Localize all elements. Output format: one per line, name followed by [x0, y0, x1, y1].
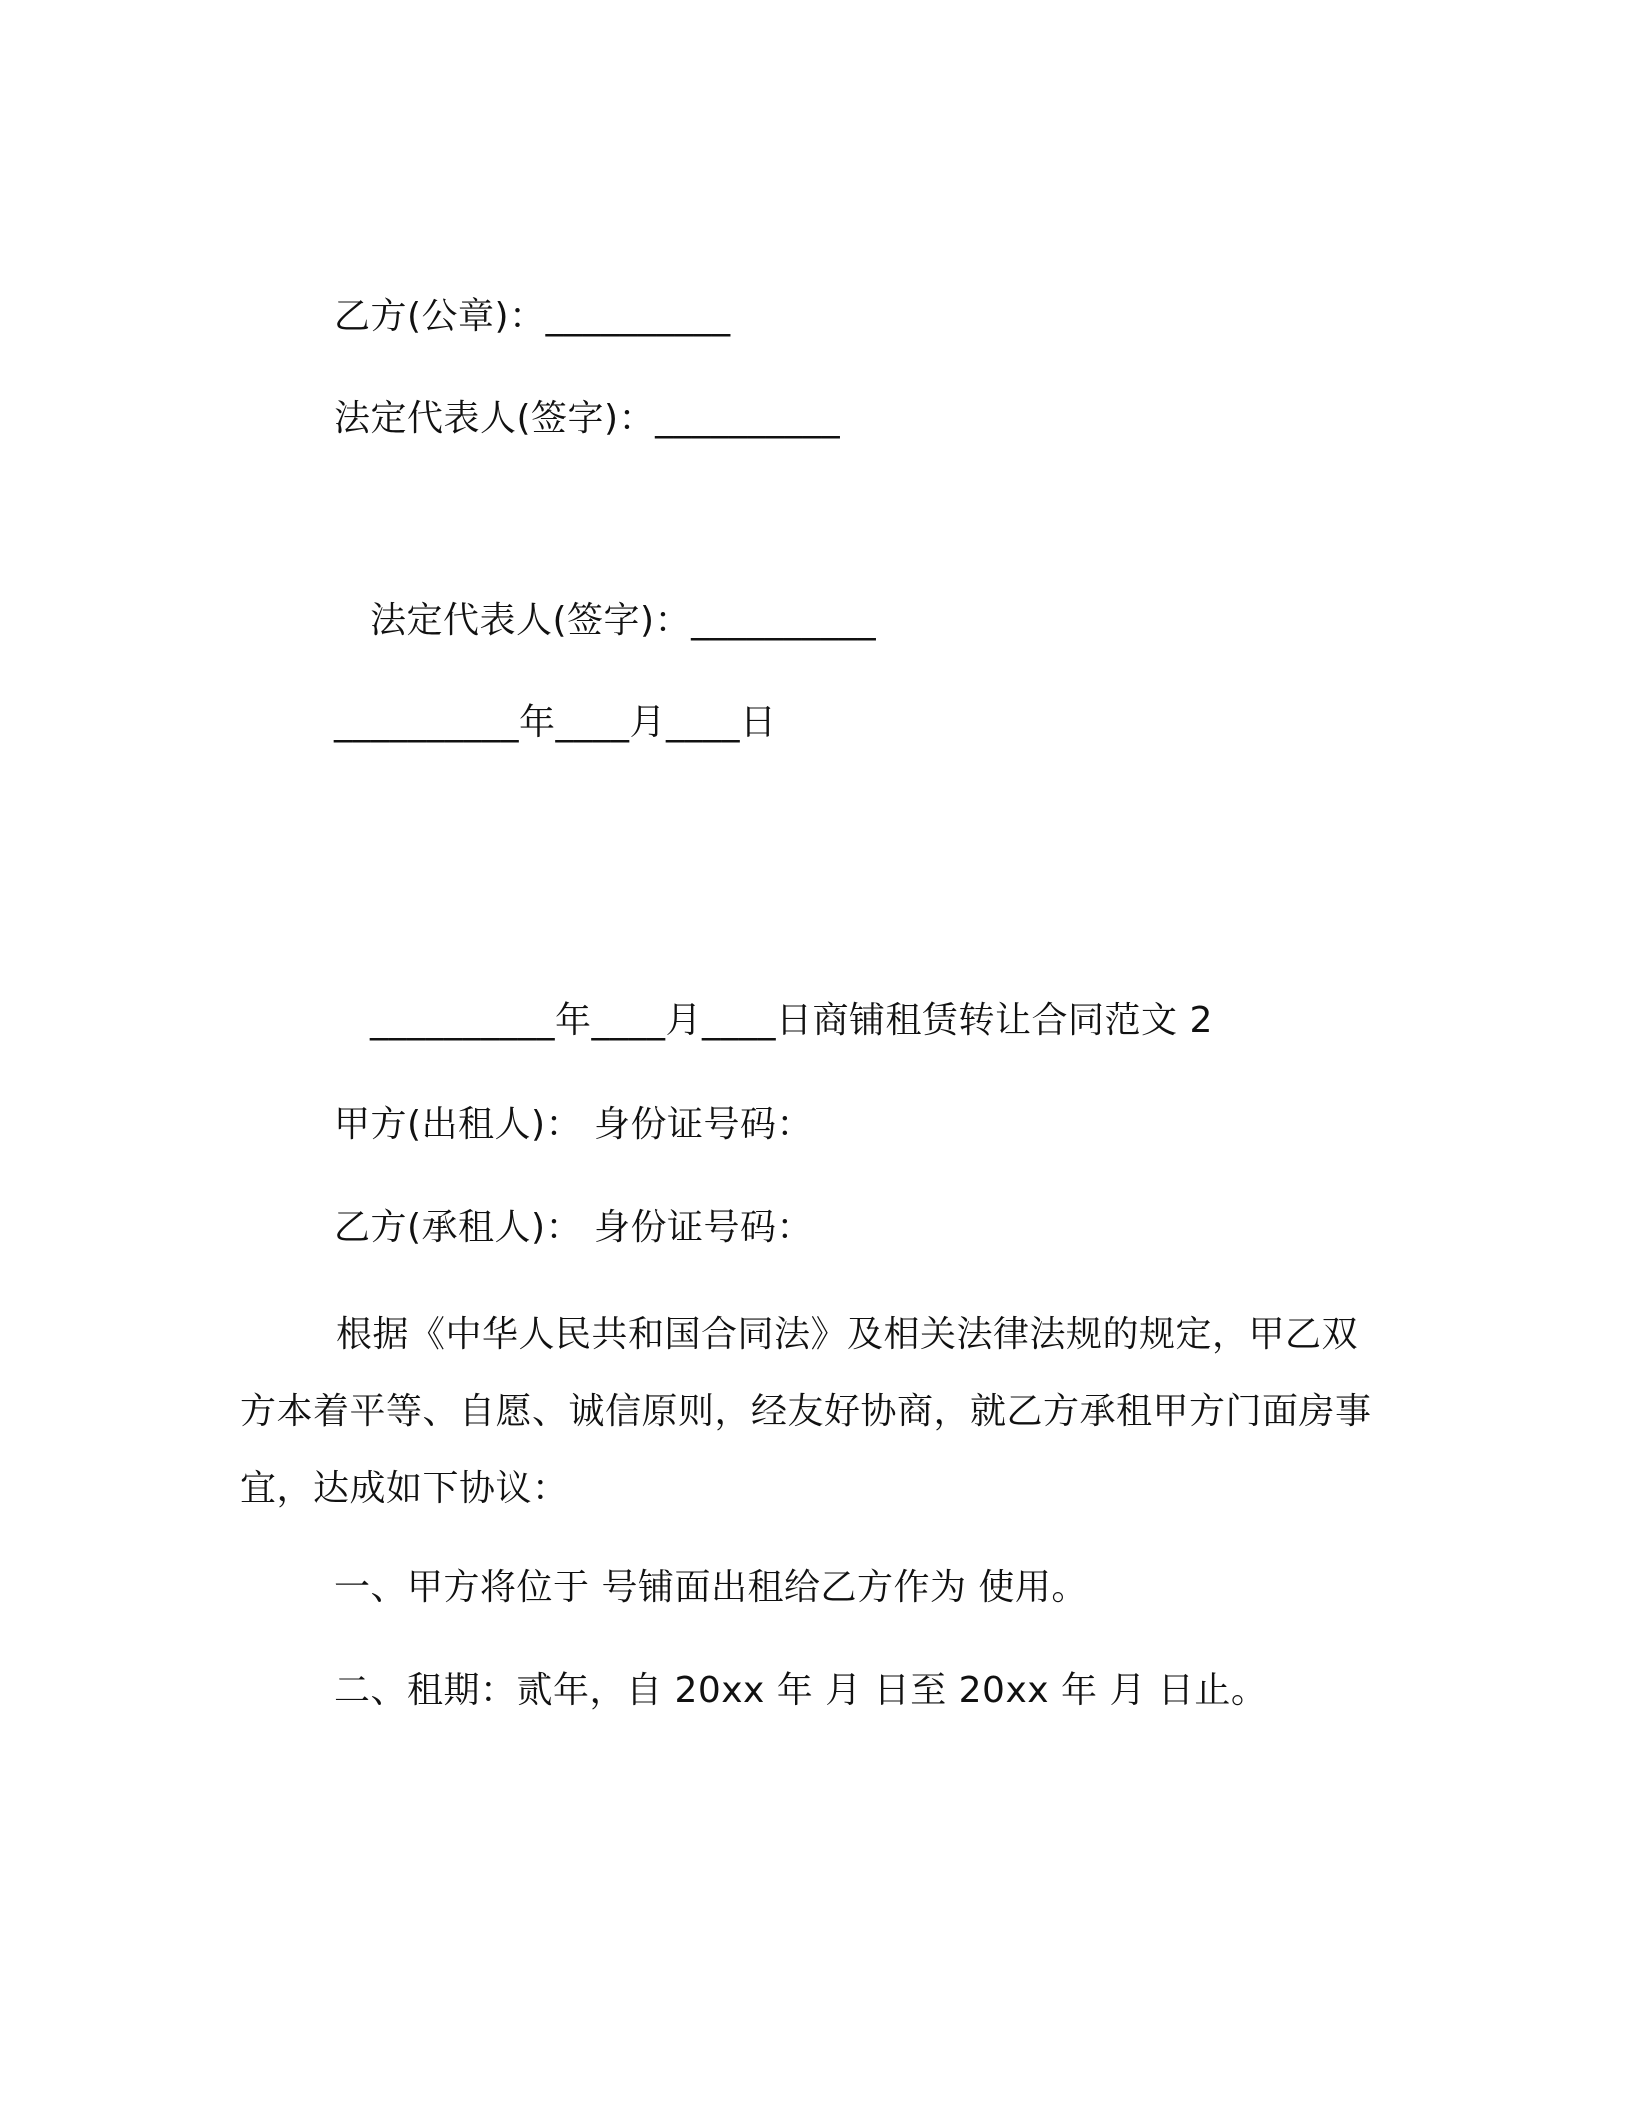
intro-paragraph: 根据《中华人民共和国合同法》及相关法律法规的规定，甲乙双方本着平等、自愿、诚信原则，经友好协商，就乙方承租甲方门面房事宜，达成如下协议： — [240, 1314, 1372, 1509]
party-a-line: 甲方(出租人)： 身份证号码： — [334, 1104, 814, 1145]
party-b-seal-line: 乙方(公章)：__________ — [334, 296, 731, 337]
signing-date-line: __________年____月____日 — [334, 702, 777, 743]
clause-1: 一、甲方将位于 号铺面出租给乙方作为 使用。 — [334, 1567, 1088, 1608]
legal-representative-signature-line-2: 法定代表人(签字)：__________ — [370, 600, 877, 641]
clause-2: 二、租期：贰年，自 20xx 年 月 日至 20xx 年 月 日止。 — [334, 1670, 1268, 1711]
contract-title: __________年____月____日商铺租赁转让合同范文 2 — [370, 1000, 1213, 1041]
legal-representative-signature-line: 法定代表人(签字)：__________ — [334, 398, 841, 439]
party-b-line: 乙方(承租人)： 身份证号码： — [334, 1207, 814, 1248]
